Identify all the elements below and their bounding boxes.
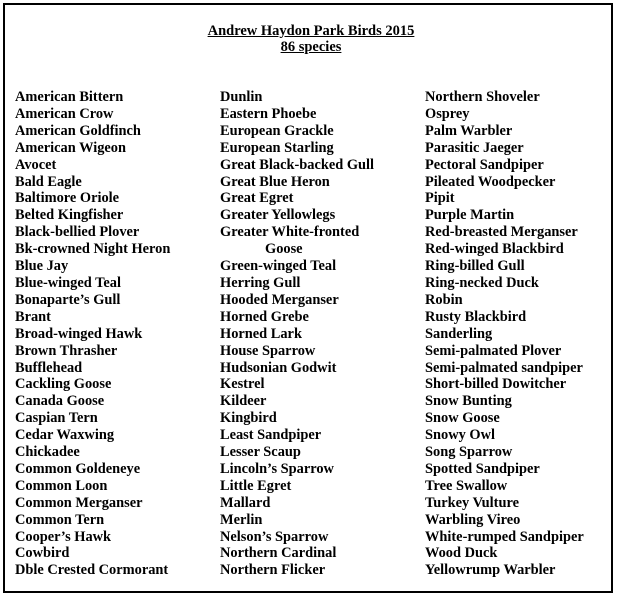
species-item: Yellowrump Warbler xyxy=(425,562,556,579)
species-item: Hudsonian Godwit xyxy=(220,359,337,376)
species-item: Blue Jay xyxy=(15,258,69,275)
species-item: Chickadee xyxy=(15,444,80,461)
species-item: Horned Grebe xyxy=(220,308,309,325)
species-item: American Crow xyxy=(15,105,114,122)
species-item: Caspian Tern xyxy=(15,410,98,427)
species-item: Great Blue Heron xyxy=(220,173,330,190)
species-item: Pipit xyxy=(425,190,455,207)
species-item: Northern Flicker xyxy=(220,562,326,579)
species-item: Semi-palmated sandpiper xyxy=(425,359,583,376)
species-item: Northern Shoveler xyxy=(425,89,540,105)
species-item: Warbling Vireo xyxy=(425,511,521,528)
species-item: Turkey Vulture xyxy=(425,494,519,511)
species-item: American Wigeon xyxy=(15,139,126,156)
species-item: Horned Lark xyxy=(220,325,302,342)
species-item: Least Sandpiper xyxy=(220,427,322,444)
species-item: Semi-palmated Plover xyxy=(425,342,562,359)
species-item: Herring Gull xyxy=(220,274,301,291)
species-item: Red-winged Blackbird xyxy=(425,241,564,258)
document-title: Andrew Haydon Park Birds 2015 xyxy=(207,23,415,39)
species-item: Song Sparrow xyxy=(425,444,513,461)
species-item: Snow Goose xyxy=(425,410,500,427)
species-item: European Starling xyxy=(220,139,334,156)
species-item: Kestrel xyxy=(220,376,265,393)
species-item: White-rumped Sandpiper xyxy=(425,528,584,545)
species-column-1 xyxy=(15,89,170,579)
species-item: Lesser Scaup xyxy=(220,444,301,461)
species-item: Robin xyxy=(425,291,463,308)
species-item: Lincoln’s Sparrow xyxy=(220,460,334,477)
species-item: Hooded Merganser xyxy=(220,291,339,308)
species-item: Short-billed Dowitcher xyxy=(425,376,567,393)
species-item: Cackling Goose xyxy=(15,376,112,393)
species-item: Pectoral Sandpiper xyxy=(425,156,544,173)
species-item: Dunlin xyxy=(220,89,263,105)
species-item: Northern Cardinal xyxy=(220,545,337,562)
species-item: Black-bellied Plover xyxy=(15,224,140,241)
species-item: Bonaparte’s Gull xyxy=(15,291,121,308)
species-item: Avocet xyxy=(15,156,57,173)
species-item: Green-winged Teal xyxy=(220,258,337,275)
species-item: Mallard xyxy=(220,494,271,511)
species-item: Sanderling xyxy=(425,325,493,342)
species-item: Baltimore Oriole xyxy=(15,190,120,207)
species-item: Snow Bunting xyxy=(425,393,512,410)
species-item: Common Merganser xyxy=(15,494,143,511)
species-item: Greater Yellowlegs xyxy=(220,207,336,224)
species-item: American Goldfinch xyxy=(15,122,141,139)
species-item: Broad-winged Hawk xyxy=(15,325,143,342)
species-item: Spotted Sandpiper xyxy=(425,460,540,477)
species-item: Kildeer xyxy=(220,393,267,410)
species-item: Purple Martin xyxy=(425,207,515,224)
species-item: Cooper’s Hawk xyxy=(15,528,112,545)
species-item: American Bittern xyxy=(15,89,124,105)
species-item: Brown Thrasher xyxy=(15,342,118,359)
species-item: Bald Eagle xyxy=(15,173,82,190)
species-item: Bufflehead xyxy=(15,359,83,376)
species-item: Great Black-backed Gull xyxy=(220,156,375,173)
species-item: Ring-necked Duck xyxy=(425,274,539,291)
species-item: Red-breasted Merganser xyxy=(425,224,578,241)
species-item: Common Tern xyxy=(15,511,105,528)
species-item: Tree Swallow xyxy=(425,477,508,494)
species-item: Wood Duck xyxy=(425,545,498,562)
species-item: Ring-billed Gull xyxy=(425,258,525,275)
species-item: Pileated Woodpecker xyxy=(425,173,556,190)
species-item: Canada Goose xyxy=(15,393,105,410)
species-item: Rusty Blackbird xyxy=(425,308,527,325)
species-item-continuation: Goose xyxy=(265,241,303,258)
species-item: Common Loon xyxy=(15,477,108,494)
species-column-3 xyxy=(425,89,584,579)
species-item: Belted Kingfisher xyxy=(15,207,124,224)
species-item: Parasitic Jaeger xyxy=(425,139,524,156)
species-item: Common Goldeneye xyxy=(15,460,141,477)
species-item: Osprey xyxy=(425,105,470,122)
species-item: Palm Warbler xyxy=(425,122,513,139)
species-item: Merlin xyxy=(220,511,263,528)
species-item: Brant xyxy=(15,308,51,325)
species-item: Greater White-fronted xyxy=(220,224,360,241)
species-item: Snowy Owl xyxy=(425,427,495,444)
species-item: Bk-crowned Night Heron xyxy=(15,241,171,258)
species-item: Cedar Waxwing xyxy=(15,427,115,444)
species-item: Eastern Phoebe xyxy=(220,105,317,122)
species-item: Blue-winged Teal xyxy=(15,274,121,291)
species-item: Cowbird xyxy=(15,545,70,562)
species-item: Little Egret xyxy=(220,477,292,494)
species-item: Nelson’s Sparrow xyxy=(220,528,329,545)
species-item: European Grackle xyxy=(220,122,334,139)
species-item: Kingbird xyxy=(220,410,277,427)
species-item: Great Egret xyxy=(220,190,294,207)
species-item: House Sparrow xyxy=(220,342,316,359)
species-count: 86 species xyxy=(280,39,342,55)
species-item: Dble Crested Cormorant xyxy=(15,562,169,579)
species-column-2 xyxy=(220,89,374,579)
